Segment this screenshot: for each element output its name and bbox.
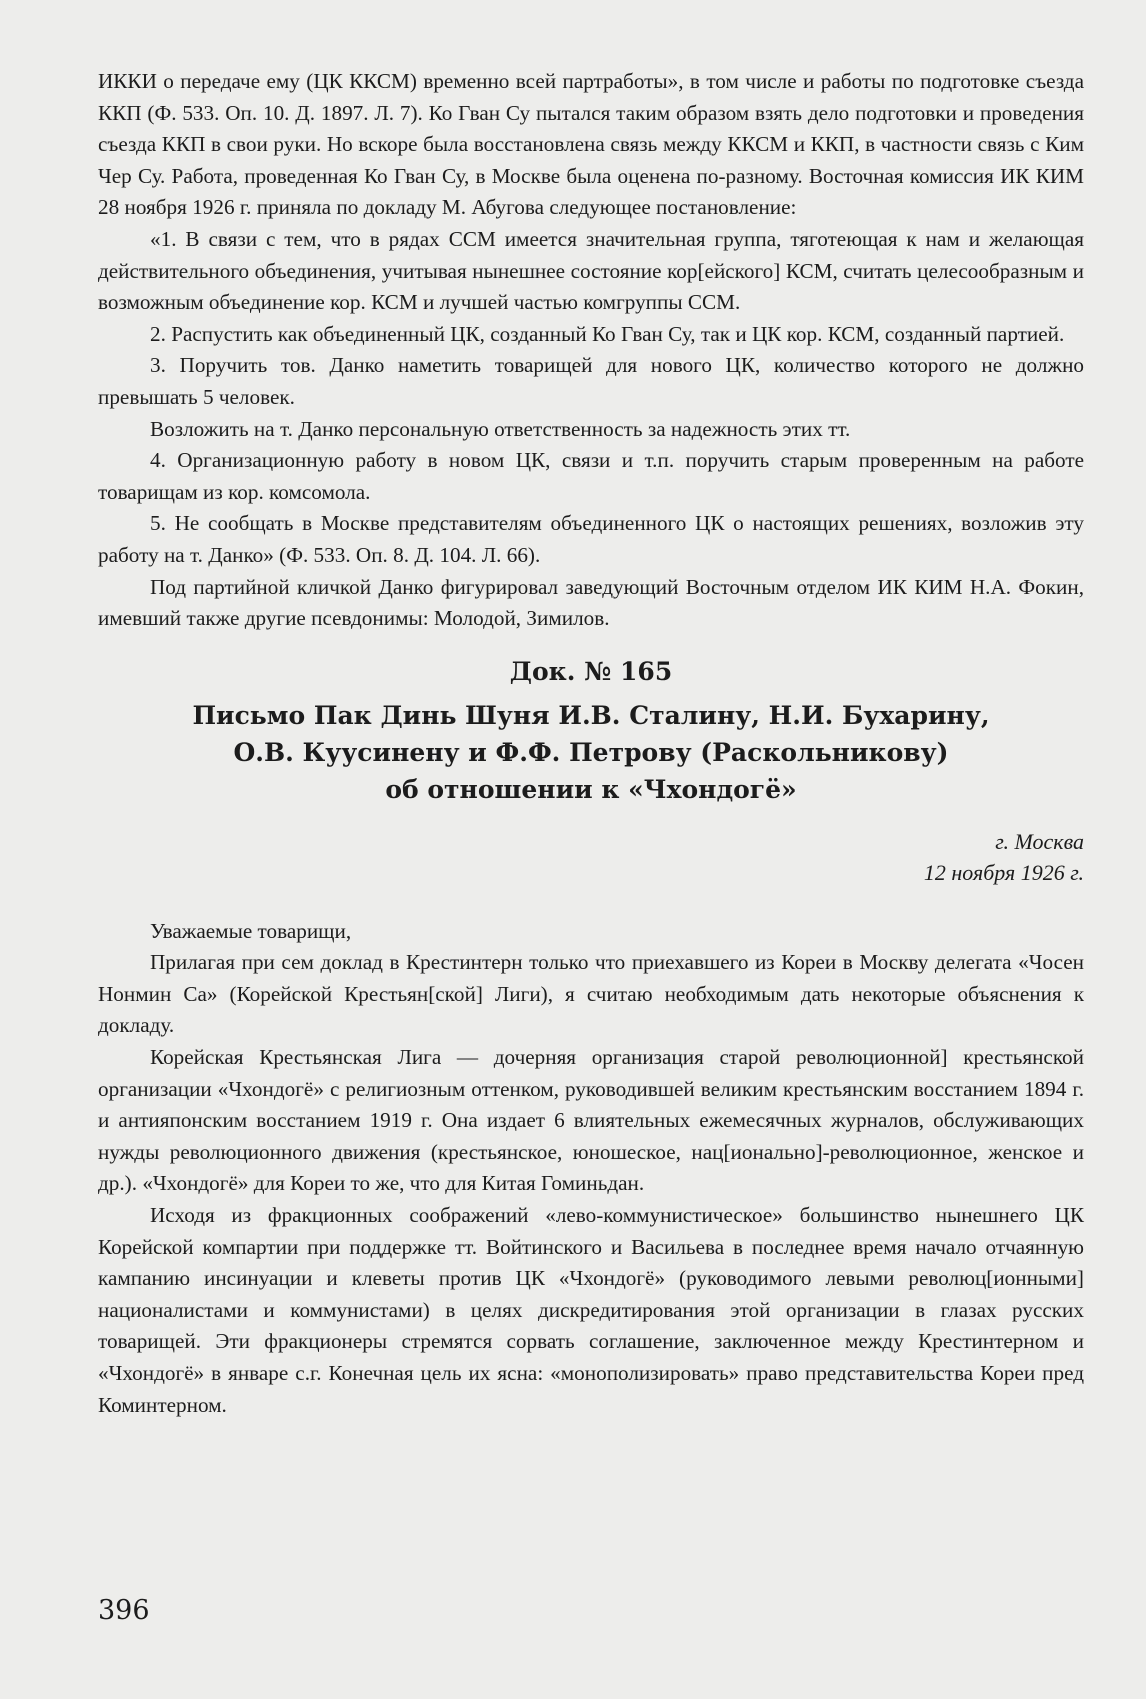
letter-paragraph: Корейская Крестьянская Лига — дочерняя организация старой революционной] крестьянской организации «Чхондогё» с религиозным оттенком, руководившей великим крестьянским восстанием 1894 г. и антияпонским восстанием 1919 г. Она издает 6 влиятельных ежемесячных журналов, обслуживающих нужды революционного движения (крестьянское, юношеское, нац[ионально]-революционное, женское и др.). «Чхондогё» для Кореи то же, что для Китая Гоминьдан. bbox=[98, 1045, 1084, 1196]
letter-salutation: Уважаемые товарищи, bbox=[150, 918, 352, 943]
letter-paragraph: Прилагая при сем доклад в Крестинтерн только что приехавшего из Кореи в Москву делегата «Чосен Нонмин Са» (Корейской Крестьян[ской] Лиги), я считаю необходимым дать некоторые объяснения к докладу. bbox=[98, 950, 1084, 1038]
document-place: г. Москва bbox=[995, 828, 1084, 854]
document-date: 12 ноября 1926 г. bbox=[923, 859, 1084, 885]
body-text bbox=[98, 66, 1084, 635]
resolution-point-3-note: Возложить на т. Данко персональную ответственность за надежность этих тт. bbox=[150, 416, 851, 441]
page-number: 396 bbox=[98, 1595, 150, 1626]
place-date-block bbox=[98, 826, 1084, 888]
document-number: Док. № 165 bbox=[509, 656, 673, 686]
letter-body bbox=[98, 916, 1084, 1422]
document-title-line-3: об отношении к «Чхондогё» bbox=[385, 774, 797, 804]
resolution-point-4: 4. Организационную работу в новом ЦК, связи и т.п. поручить старым проверенным на работе товарищам из кор. комсомола. bbox=[98, 448, 1084, 504]
document-title-line-2: О.В. Куусинену и Ф.Ф. Петрову (Раскольникову) bbox=[233, 737, 949, 767]
document-header bbox=[98, 655, 1084, 808]
resolution-point-1: «1. В связи с тем, что в рядах ССМ имеется значительная группа, тяготеющая к нам и желающая действительного объединения, учитывая нынешнее состояние кор[ейского] КСМ, считать целесообразным и возможным объединение кор. КСМ и лучшей частью комгруппы ССМ. bbox=[98, 226, 1084, 315]
letter-paragraph: Исходя из фракционных соображений «лево-коммунистическое» большинство нынешнего ЦК Корейской компартии при поддержке тт. Войтинского и Васильева в последнее время начало отчаянную кампанию инсинуации и клеветы против ЦК «Чхондогё» (руководимого левыми революц[ионными] националистами и коммунистами) в целях дискредитирования этой организации в глазах русских товарищей. Эти фракционеры стремятся сорвать соглашение, заключенное между Крестинтерном и «Чхондогё» в январе с.г. Конечная цель их ясна: «монополизировать» право представительства Кореи пред Коминтерном. bbox=[98, 1203, 1084, 1417]
resolution-point-5: 5. Не сообщать в Москве представителям объединенного ЦК о настоящих решениях, возложив эту работу на т. Данко» (Ф. 533. Оп. 8. Д. 104. Л. 66). bbox=[98, 511, 1084, 567]
resolution-point-3: 3. Поручить тов. Данко наметить товарищей для нового ЦК, количество которого не должно превышать 5 человек. bbox=[98, 353, 1084, 409]
document-title-line-1: Письмо Пак Динь Шуня И.В. Сталину, Н.И. Бухарину, bbox=[192, 700, 990, 730]
paragraph-continued: ИККИ о передаче ему (ЦК ККСМ) временно всей партработы», в том числе и работы по подготовке съезда ККП (Ф. 533. Оп. 10. Д. 1897. Л. 7). Ко Гван Су пытался таким образом взять дело подготовки и проведения съезда ККП в свои руки. Но вскоре была восстановлена связь между ККСМ и ККП, в частности связь с Ким Чер Су. Работа, проведенная Ко Гван Су, в Москве была оценена по-разному. Восточная комиссия ИК КИМ 28 ноября 1926 г. приняла по докладу М. Абугова следующее постановление: bbox=[98, 69, 1084, 220]
resolution-point-2: 2. Распустить как объединенный ЦК, созданный Ко Гван Су, так и ЦК кор. КСМ, созданный партией. bbox=[150, 321, 1065, 346]
commentary-paragraph: Под партийной кличкой Данко фигурировал заведующий Восточным отделом ИК КИМ Н.А. Фокин, имевший также другие псевдонимы: Молодой, Зимилов. bbox=[98, 574, 1084, 631]
